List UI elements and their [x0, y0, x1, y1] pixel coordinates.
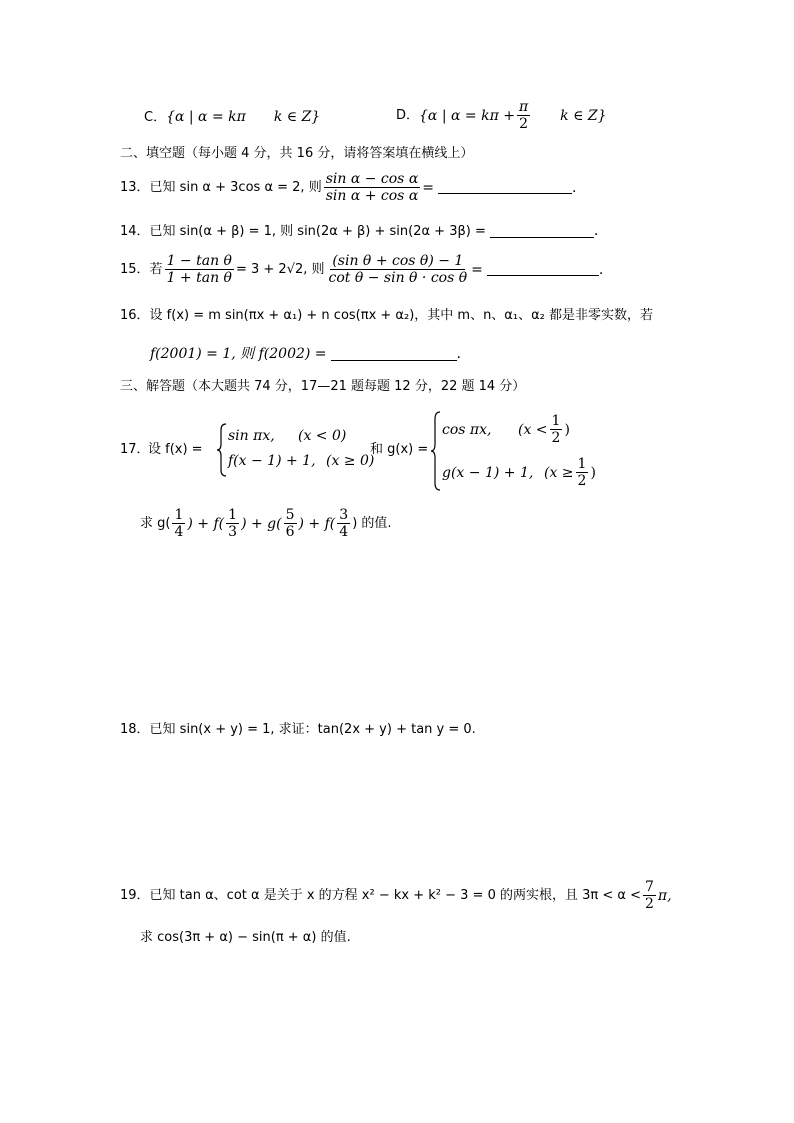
q13-condition: 已知 sin α + 3cos α = 2, 则: [149, 180, 322, 195]
question-18: [120, 722, 476, 736]
q15-f1-num: 1 − tan θ: [166, 253, 232, 269]
g-case-1-den: 2: [551, 430, 561, 446]
q14-text: 已知 sin(α + β) = 1, 则 sin(2α + β) + sin(2α + 3β) =: [149, 223, 486, 239]
q15-equals: =: [471, 261, 483, 278]
choice-c-expr: {α | α = kπ k ∈ Z}: [166, 109, 321, 125]
q17-frac-b: [226, 508, 239, 539]
f-case-1-expr: sin πx,: [228, 428, 275, 444]
q15-f2-num: (sin θ + cos θ) − 1: [332, 253, 464, 269]
question-19-line-2: 求 cos(3π + α) − sin(π + α) 的值.: [140, 930, 351, 945]
q14-answer-blank[interactable]: [490, 225, 594, 238]
q15-f1-den: 1 + tan θ: [166, 270, 232, 286]
q16-line2: f(2001) = 1, 则 f(2002) =: [150, 346, 327, 362]
q17-frac-d: [337, 508, 350, 539]
q13-frac-den: sin α + cos α: [325, 188, 419, 204]
q17-b-den: 3: [228, 524, 238, 540]
choice-d-fraction: [517, 100, 530, 131]
g-case-1-cond: [518, 414, 570, 445]
q13-end: .: [572, 179, 577, 196]
f-case-1-cond: (x < 0): [298, 428, 347, 444]
q19-frac-num: 7: [644, 879, 654, 895]
q13-fraction: [324, 172, 421, 203]
question-16-line-2: [150, 347, 461, 361]
q13-answer-blank[interactable]: [438, 181, 572, 194]
g-case-1-close: ): [564, 421, 570, 438]
q19-number: 19．: [120, 888, 150, 903]
question-13: [120, 172, 576, 203]
q15-f2-den: cot θ − sin θ · cos θ: [328, 270, 468, 286]
choice-d-frac-den: 2: [519, 116, 529, 132]
q13-frac-num: sin α − cos α: [325, 171, 419, 187]
q15-fraction-2: [327, 254, 470, 285]
q17-ask-pre: 求 g(: [140, 516, 171, 531]
choice-c-label: C．: [144, 110, 167, 125]
q19-frac-den: 2: [644, 896, 654, 912]
choice-d-frac-num: π: [518, 99, 529, 115]
q17-a-num: 1: [174, 507, 184, 523]
f-case-2-cond: (x ≥ 0): [326, 453, 375, 469]
q15-pre: 若: [149, 262, 163, 277]
q17-p1: ) + f(: [187, 515, 225, 532]
q17-p2: ) + g(: [241, 515, 282, 532]
q16-end: .: [456, 346, 461, 362]
g-case-1-cond-pre: (x <: [518, 421, 548, 438]
choice-d-expr-right: k ∈ Z}: [532, 107, 607, 124]
g-case-2-num: 1: [577, 456, 587, 472]
choice-c: [144, 110, 320, 124]
g-case-2-cond-pre: (x ≥: [544, 464, 574, 481]
q17-a-den: 4: [174, 524, 184, 540]
question-16: [120, 308, 653, 322]
q17-d-den: 4: [339, 524, 349, 540]
g-case-2-cond: [544, 457, 596, 488]
g-case-2-den: 2: [577, 473, 587, 489]
q17-number: 17．: [120, 442, 150, 457]
q15-end: .: [598, 261, 604, 278]
q17-ask-end: ) 的值.: [352, 516, 392, 531]
q16-text: 设 f(x) = m sin(πx + α₁) + n cos(πx + α₂)，其中 m、n、α₁、α₂ 都是非零实数，若: [149, 308, 654, 323]
q17-pre: 设 f(x) =: [148, 442, 203, 457]
q13-number: 13．: [120, 180, 150, 195]
q16-number: 16．: [120, 308, 150, 323]
g-case-1-expr: cos πx,: [442, 422, 492, 438]
g-case-1-fraction: [550, 414, 563, 445]
f-piecewise-brace: [216, 422, 228, 478]
q19-text: 已知 tan α、cot α 是关于 x 的方程 x² − kx + k² − 3 = 0 的两实根，且 3π < α <: [149, 888, 641, 903]
choice-d-expr-left: {α | α = kπ +: [419, 107, 515, 124]
q17-p3: ) + f(: [298, 515, 336, 532]
question-14: [120, 224, 598, 238]
question-17-ask: [140, 508, 392, 539]
q15-mid: = 3 + 2√2, 则: [235, 262, 325, 277]
q14-end: .: [593, 223, 599, 239]
q15-number: 15．: [120, 262, 150, 277]
g-case-2-expr: g(x − 1) + 1,: [442, 465, 534, 481]
q19-fraction: [643, 880, 656, 911]
g-case-2-fraction: [576, 457, 589, 488]
choice-d: [396, 100, 607, 131]
choice-d-label: D．: [396, 108, 420, 123]
q18-text: 已知 sin(x + y) = 1, 求证：tan(2x + y) + tan y = 0.: [149, 722, 476, 737]
q17-frac-a: [172, 508, 185, 539]
q16-answer-blank[interactable]: [331, 348, 457, 361]
q17-d-num: 3: [339, 507, 349, 523]
q17-c-num: 5: [285, 507, 295, 523]
g-case-1-num: 1: [551, 413, 561, 429]
q15-answer-blank[interactable]: [487, 263, 599, 276]
question-19: [120, 880, 672, 911]
q18-number: 18．: [120, 722, 150, 737]
q17-c-den: 6: [285, 524, 295, 540]
q17-b-num: 1: [228, 507, 238, 523]
f-case-2-expr: f(x − 1) + 1,: [228, 453, 316, 469]
g-case-2-close: ): [590, 464, 596, 481]
q15-fraction-1: [165, 254, 234, 285]
question-15: [120, 254, 603, 285]
q17-frac-c: [284, 508, 297, 539]
q17-and: 和 g(x) =: [370, 442, 429, 457]
g-piecewise-brace: [430, 410, 442, 492]
q19-tail: π,: [657, 887, 672, 904]
question-17: [120, 412, 640, 492]
section-2-title: 二、填空题（每小题 4 分，共 16 分，请将答案填在横线上）: [120, 146, 474, 161]
section-3-title: 三、解答题（本大题共 74 分，17—21 题每题 12 分，22 题 14 分）: [120, 379, 526, 394]
q13-equals: =: [422, 179, 435, 196]
q14-number: 14．: [120, 223, 150, 239]
